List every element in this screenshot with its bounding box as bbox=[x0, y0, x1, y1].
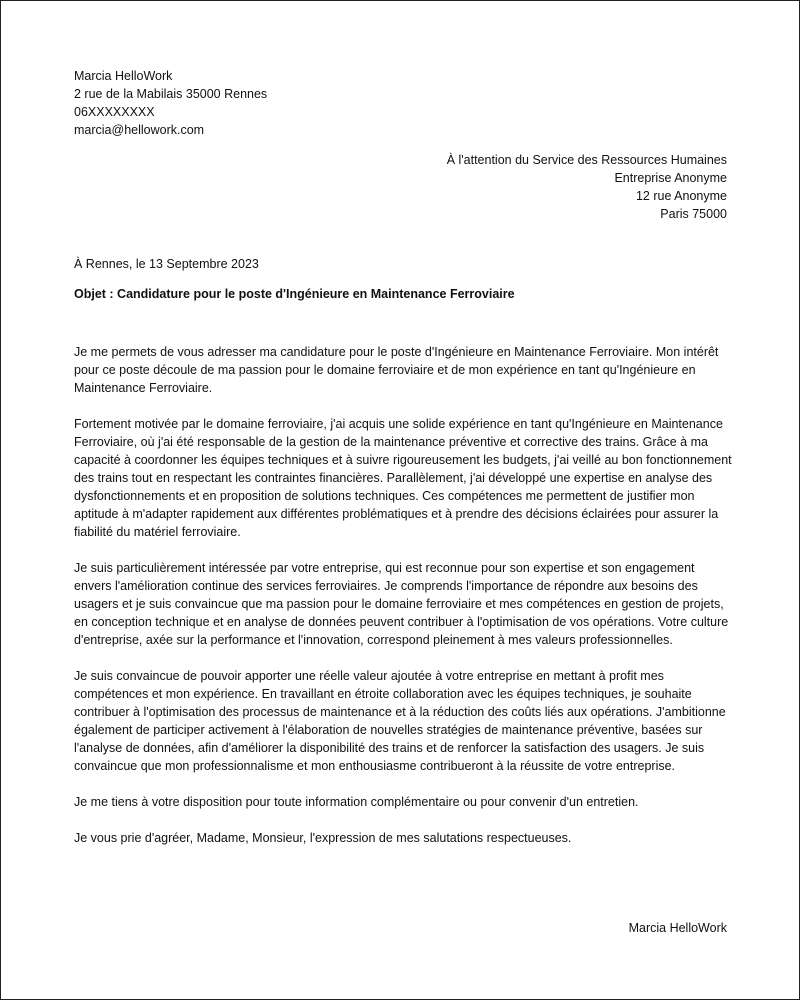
sender-phone: 06XXXXXXXX bbox=[74, 105, 155, 119]
paragraph-closing: Je vous prie d'agréer, Madame, Monsieur, l'expression de mes salutations respectueuses. bbox=[74, 831, 572, 845]
recipient-street: 12 rue Anonyme bbox=[635, 189, 727, 203]
letter-body bbox=[74, 343, 734, 865]
paragraph-experience: Fortement motivée par le domaine ferroviaire, j'ai acquis une solide expérience en tant qu'Ingénieure en Maintenance Ferroviaire, où j'ai été responsable de la gestion de la maintenance préventive et corrective des trains. Grâce à ma capacité à coordonner les équipes techniques et à suivre rigoureusement les budgets, j'ai veillé au bon fonctionnement des trains tout en respectant les contraintes financières. Parallèlement, j'ai développé une expertise en analyse des dysfonctionnements et en proposition de solutions techniques. Ces compétences me permettent de justifier mon aptitude à m'adapter rapidement aux différentes problématiques et à prendre des décisions éclairées pour assurer la fiabilité du matériel ferroviaire. bbox=[74, 417, 732, 539]
recipient-attention: À l'attention du Service des Ressources Humaines bbox=[446, 153, 727, 167]
sender-block bbox=[74, 67, 474, 139]
letter-date: À Rennes, le 13 Septembre 2023 bbox=[74, 257, 259, 271]
sender-email: marcia@hellowork.com bbox=[74, 123, 205, 137]
paragraph-introduction: Je me permets de vous adresser ma candidature pour le poste d'Ingénieure en Maintenance Ferroviaire. Mon intérêt pour ce poste découle de ma passion pour le domaine ferroviaire et de mon expérience en tant qu'Ingénieure en Maintenance Ferroviaire. bbox=[74, 345, 719, 395]
paragraph-value-added: Je suis convaincue de pouvoir apporter une réelle valeur ajoutée à votre entreprise en mettant à profit mes compétences et mon expérience. En travaillant en étroite collaboration avec les équipes techniques, je souhaite contribuer à l'optimisation des processus de maintenance et à la réduction des coûts liés aux opérations. J'ambitionne également de participer activement à l'élaboration de nouvelles stratégies de maintenance préventive, basées sur l'analyse de données, afin d'améliorer la disponibilité des trains et de renforcer la satisfaction des usagers. Je suis convaincue que mon professionnalisme et mon enthousiasme contribueront à la réussite de votre entreprise. bbox=[74, 669, 726, 773]
signature: Marcia HelloWork bbox=[628, 921, 727, 935]
recipient-company: Entreprise Anonyme bbox=[614, 171, 727, 185]
recipient-block bbox=[277, 151, 727, 223]
sender-name: Marcia HelloWork bbox=[74, 69, 173, 83]
recipient-city: Paris 75000 bbox=[660, 207, 727, 221]
paragraph-company-interest: Je suis particulièrement intéressée par votre entreprise, qui est reconnue pour son expertise et son engagement envers l'amélioration continue des services ferroviaires. Je comprends l'importance de répondre aux besoins des usagers et je suis convaincue que ma passion pour le domaine ferroviaire et mes compétences en gestion de projets, en conception technique et en analyse de données peuvent contribuer à l'optimisation de vos opérations. Votre culture d'entreprise, axée sur la performance et l'innovation, correspond pleinement à mes valeurs professionnelles. bbox=[74, 561, 729, 647]
sender-address: 2 rue de la Mabilais 35000 Rennes bbox=[74, 87, 268, 101]
letter-subject: Objet : Candidature pour le poste d'Ingénieure en Maintenance Ferroviaire bbox=[74, 287, 515, 301]
paragraph-availability: Je me tiens à votre disposition pour toute information complémentaire ou pour convenir d'un entretien. bbox=[74, 795, 639, 809]
